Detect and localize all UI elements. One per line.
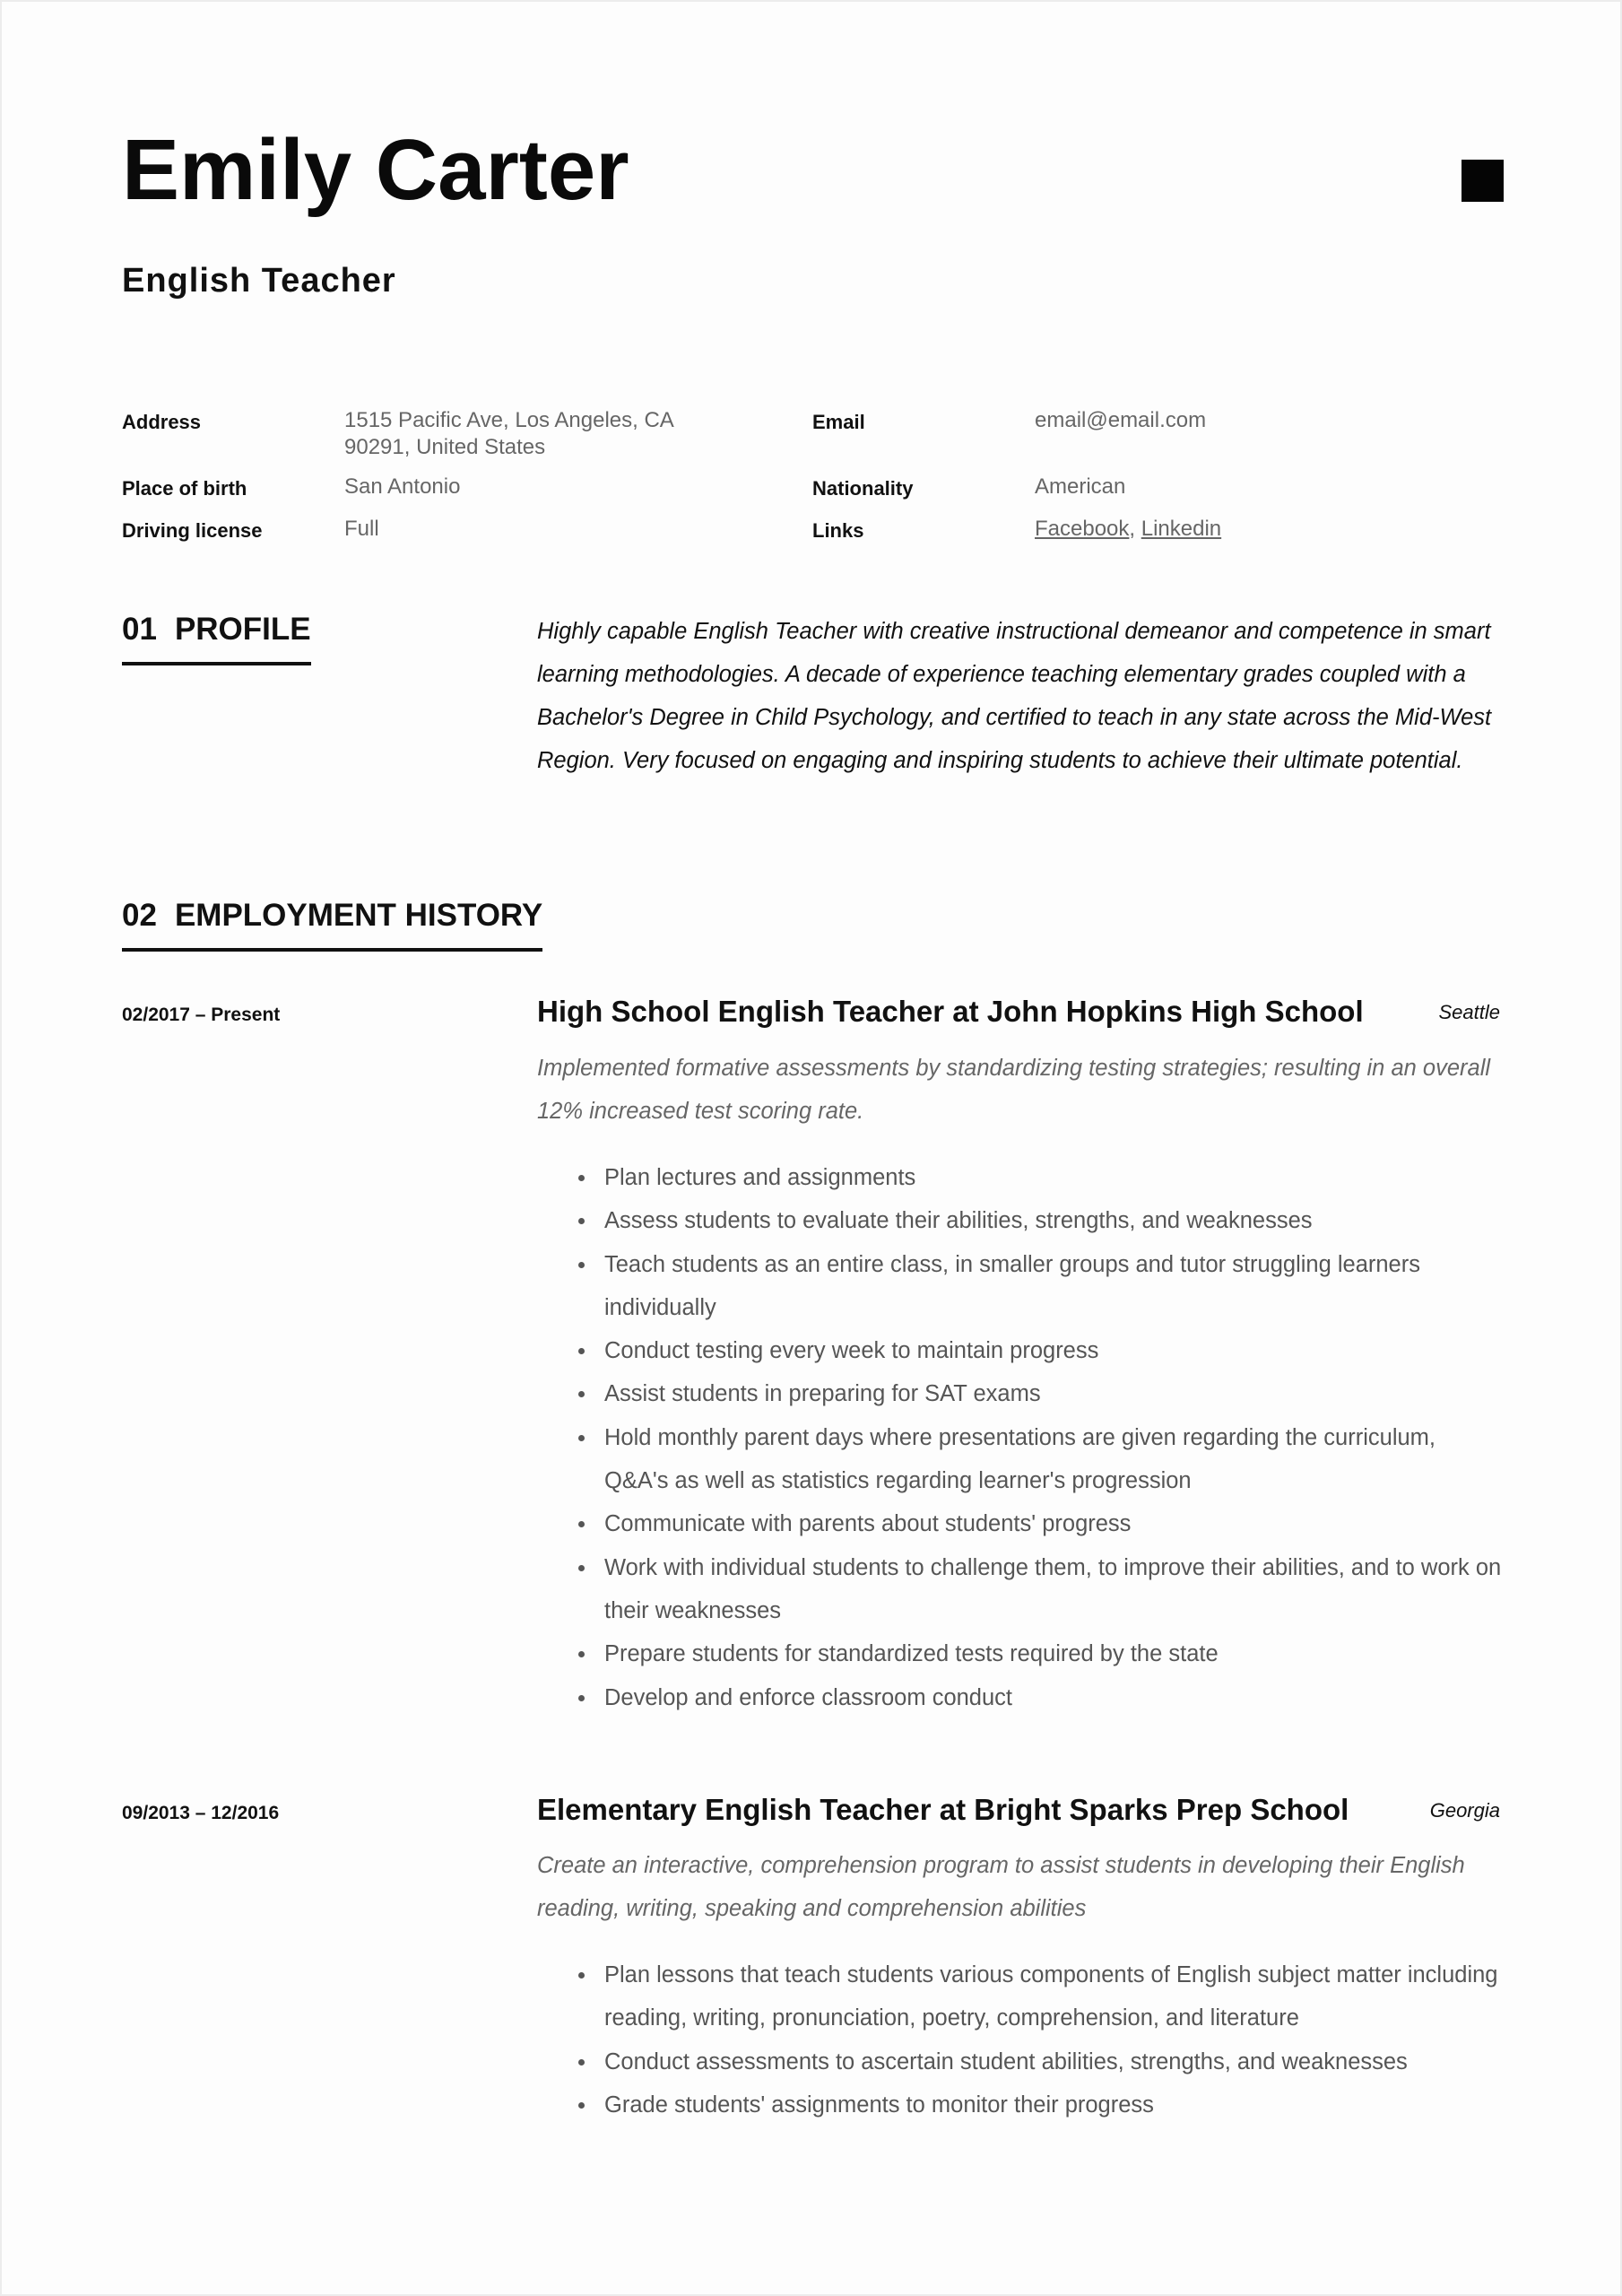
license-label: Driving license <box>122 519 263 542</box>
address-value: 1515 Pacific Ave, Los Angeles, CA 90291, United States <box>344 408 673 459</box>
job-title: High School English Teacher at John Hopkins High School <box>537 995 1364 1028</box>
job-duties-list <box>537 1156 1505 1719</box>
resume-page <box>2 2 1620 2294</box>
list-item: Grade students' assignments to monitor their progress <box>604 2083 1505 2126</box>
candidate-job-title: English Teacher <box>122 262 396 300</box>
job-location: Seattle <box>1438 1001 1500 1023</box>
list-item: Assist students in preparing for SAT exams <box>604 1372 1505 1415</box>
list-item: Conduct assessments to ascertain student abilities, strengths, and weaknesses <box>604 2040 1505 2083</box>
birth-label: Place of birth <box>122 477 247 500</box>
employment-section-title: EMPLOYMENT HISTORY <box>174 898 543 933</box>
job-location: Georgia <box>1429 1799 1500 1822</box>
list-item: Prepare students for standardized tests required by the state <box>604 1632 1505 1675</box>
job-summary: Implemented formative assessments by standardizing testing strategies; resulting in an overall 12% increased test scoring rate. <box>537 1056 1491 1124</box>
license-value: Full <box>344 517 379 541</box>
list-item: Assess students to evaluate their abilities, strengths, and weaknesses <box>604 1199 1505 1242</box>
profile-section-number: 01 <box>122 612 157 647</box>
employment-section-number: 02 <box>122 898 157 933</box>
list-item: Conduct testing every week to maintain progress <box>604 1329 1505 1372</box>
list-item: Communicate with parents about students' progress <box>604 1502 1505 1545</box>
nationality-value: American <box>1035 474 1126 499</box>
list-item: Hold monthly parent days where presentations are given regarding the curriculum, Q&A's as well as statistics regarding learner's progression <box>604 1416 1505 1503</box>
list-item: Develop and enforce classroom conduct <box>604 1676 1505 1719</box>
list-item: Teach students as an entire class, in smaller groups and tutor struggling learners individually <box>604 1243 1505 1330</box>
profile-section-title: PROFILE <box>174 612 311 647</box>
birth-value: San Antonio <box>344 474 461 499</box>
profile-summary: Highly capable English Teacher with creative instructional demeanor and competence in smart learning methodologies. A decade of experience teaching elementary grades coupled with a Bachelor's Degree in Child Psychology, and certified to teach in any state across the Mid-West Region. Very focused on engaging and inspiring students to achieve their ultimate potential. <box>537 619 1492 773</box>
job-duties-list <box>537 1953 1505 2126</box>
address-label: Address <box>122 411 202 433</box>
candidate-name: Emily Carter <box>122 122 629 218</box>
facebook-link[interactable]: Facebook <box>1035 517 1130 541</box>
profile-heading <box>122 612 311 665</box>
job-dates: 09/2013 – 12/2016 <box>122 1803 280 1823</box>
links-label: Links <box>812 519 864 542</box>
email-value: email@email.com <box>1035 408 1207 432</box>
employment-heading <box>122 898 542 952</box>
job-title: Elementary English Teacher at Bright Sparks Prep School <box>537 1793 1349 1826</box>
job-dates: 02/2017 – Present <box>122 1004 281 1025</box>
list-item: Work with individual students to challenge them, to improve their abilities, and to work on their weaknesses <box>604 1546 1505 1633</box>
links-value <box>1035 516 1221 543</box>
job-summary: Create an interactive, comprehension program to assist students in developing their English reading, writing, speaking and comprehension abilities <box>537 1853 1465 1921</box>
list-item: Plan lectures and assignments <box>604 1156 1505 1199</box>
decorative-square <box>1462 160 1504 202</box>
links-separator: , <box>1129 517 1141 541</box>
email-label: Email <box>812 411 865 433</box>
linkedin-link[interactable]: Linkedin <box>1141 517 1222 541</box>
list-item: Plan lessons that teach students various components of English subject matter including reading, writing, pronunciation, poetry, comprehension, and literature <box>604 1953 1505 2040</box>
nationality-label: Nationality <box>812 477 914 500</box>
